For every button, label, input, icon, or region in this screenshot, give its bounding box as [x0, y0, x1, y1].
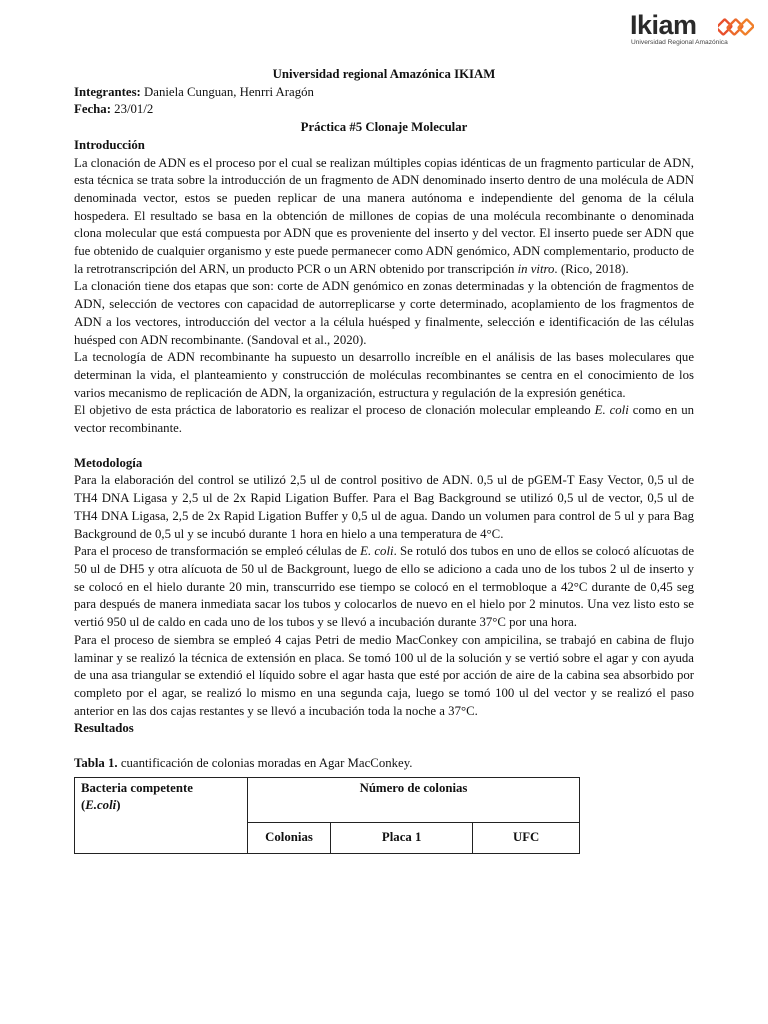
intro-paragraph-4 — [74, 402, 694, 437]
colonies-table — [74, 777, 580, 854]
members-label: Integrantes: — [74, 84, 141, 99]
paren-close: ) — [116, 798, 121, 813]
results-heading: Resultados — [74, 721, 134, 736]
intro-p4-text: El objetivo de esta práctica de laboratorio es realizar el proceso de clonación molecular empleando — [74, 403, 595, 418]
intro-p1-italic: in vitro — [517, 261, 555, 276]
ikiam-logo — [630, 10, 756, 50]
date-line — [74, 101, 694, 119]
intro-paragraph-3: La tecnología de ADN recombinante ha supuesto un desarrollo increíble en el análisis de las bases moleculares que determinan la vida, el planteamiento y construcción de moléculas recombinantes se centra en el conocimiento de los varios mecanismo de replicación de ADN, la organización, estructura y regulación de la expresión genética. — [74, 350, 694, 400]
table-caption — [74, 755, 694, 773]
colonies-group-header: Número de colonias — [248, 777, 580, 822]
intro-p4-end: como en un vector recombinante. — [74, 403, 694, 436]
methods-p2-text: Para el proceso de transformación se empleó células de — [74, 544, 361, 559]
logo-subtitle: Universidad Regional Amazónica — [631, 39, 728, 46]
methods-p2-rest: . Se rotuló dos tubos en uno de ellos se colocó alícuotas de 50 ul de DH5 y otra alícuota de 50 ul de Backgrount, luego de ello se adiciono a cada uno de los tubos 2 ul de inserto y se colocó en el hielo durante 20 min, transcurrido ese tiempo se colocó en el termobloque a 42°C durante de 0,45 seg para después de manera inmediata sacar los tubos y colocarlos de nuevo en el hielo por 2 minutos. Una vez listo esto se vertió 950 ul de caldo en cada uno de los tubos y se llevó a incubación durante 37°C por una hora. — [74, 544, 694, 630]
table-header-row — [75, 777, 580, 822]
methods-paragraph-2 — [74, 543, 694, 632]
bacteria-header-cell — [75, 777, 248, 853]
intro-paragraph-1 — [74, 155, 694, 279]
logo-mark-icon — [718, 18, 754, 38]
members-line — [74, 84, 694, 102]
intro-p1-citation: . (Rico, 2018). — [554, 261, 629, 276]
practice-title: Práctica #5 Clonaje Molecular — [300, 120, 468, 135]
subheader-ufc: UFC — [473, 822, 580, 853]
methods-p2-italic: E. coli — [360, 544, 394, 559]
spacer — [74, 738, 694, 755]
caption-text: cuantificación de colonias moradas en Agar MacConkey. — [117, 756, 413, 771]
subheader-placa-1: Placa 1 — [331, 822, 473, 853]
intro-paragraph-2: La clonación tiene dos etapas que son: corte de ADN genómico en zonas determinadas y la obtención de fragmentos de ADN, selección de vectores con capacidad de autorreplicarse y corte determinado, acoplamiento de los fragmentos de ADN a los vectores, introducción del vector a la célula huésped y finalmente, selección e identificación de las células huésped con ADN recombinante. (Sandoval et al., 2020). — [74, 279, 694, 347]
spacer — [74, 438, 694, 455]
bacteria-header-text: Bacteria competente — [81, 780, 193, 795]
university-title: Universidad regional Amazónica IKIAM — [272, 67, 496, 81]
intro-p1-text: La clonación de ADN es el proceso por el cual se realizan múltiples copias idénticas de un fragmento particular de ADN, esta técnica se trata sobre la introducción de un fragmento de ADN denominado inserto dentro de una molécula de ADN denominada vector, estos se pueden replicar de una manera autónoma e independiente del genoma de la célula hospedera. El resultado se basa en la obtención de millones de copias de una molécula recombinante o denominada clona molecular que está compuesta por ADN que es proveniente del inserto y del vector. El inserto puede ser ADN que fue obtenido de cualquier organismo y este puede permanecer como ADN genómico, ADN complementario, producto de la retrotranscripción del ARN, un producto PCR o un ARN obtenido por transcripción — [74, 155, 694, 276]
subheader-colonias: Colonias — [248, 822, 331, 853]
date-label: Fecha: — [74, 102, 111, 117]
intro-heading: Introducción — [74, 137, 145, 152]
document-page — [74, 66, 694, 854]
caption-label: Tabla 1. — [74, 756, 118, 771]
methods-heading: Metodología — [74, 455, 143, 470]
paren-open: ( — [81, 798, 86, 813]
logo-wordmark: Ikiam — [630, 10, 697, 40]
bacteria-header-italic: E.coli — [85, 798, 117, 813]
date-value: 23/01/2 — [110, 102, 154, 117]
methods-paragraph-3: Para el proceso de siembra se empleó 4 cajas Petri de medio MacConkey con ampicilina, se trabajó en cabina de flujo laminar y se realizó la técnica de extensión en placa. Se tomó 100 ul de la solución y se vertió sobre el agar y con ayuda de una asa triangular se extendió el líquido sobre el agar hasta que esté por acción de aire de la cabina sea absorbido por completo por el agar, se realizó lo mismo en una segunda caja, luego se tomó 100 ul del vector y se realizó el paso anterior en las dos cajas restantes y se llevó a incubación toda la noche a 37°C. — [74, 632, 694, 718]
methods-paragraph-1: Para la elaboración del control se utilizó 2,5 ul de control positivo de ADN. 0,5 ul de pGEM-T Easy Vector, 0,5 ul de TH4 DNA Ligasa y 2,5 ul de 2x Rapid Ligation Buffer. Para el Bag Background se utilizó 0,5 ul de vector, 0,5 ul de TH4 DNA Ligasa, 2,5 de 2x Rapid Ligation Buffer y 0,5 ul de agua. Dando un volumen para control de 5 ul y para Bag Background de 0,5 ul y se incubó durante 1 hora en hielo a una temperatura de 4°C. — [74, 473, 694, 541]
members-value: Daniela Cunguan, Henrri Aragón — [140, 84, 314, 99]
intro-p4-italic: E. coli — [594, 403, 629, 418]
